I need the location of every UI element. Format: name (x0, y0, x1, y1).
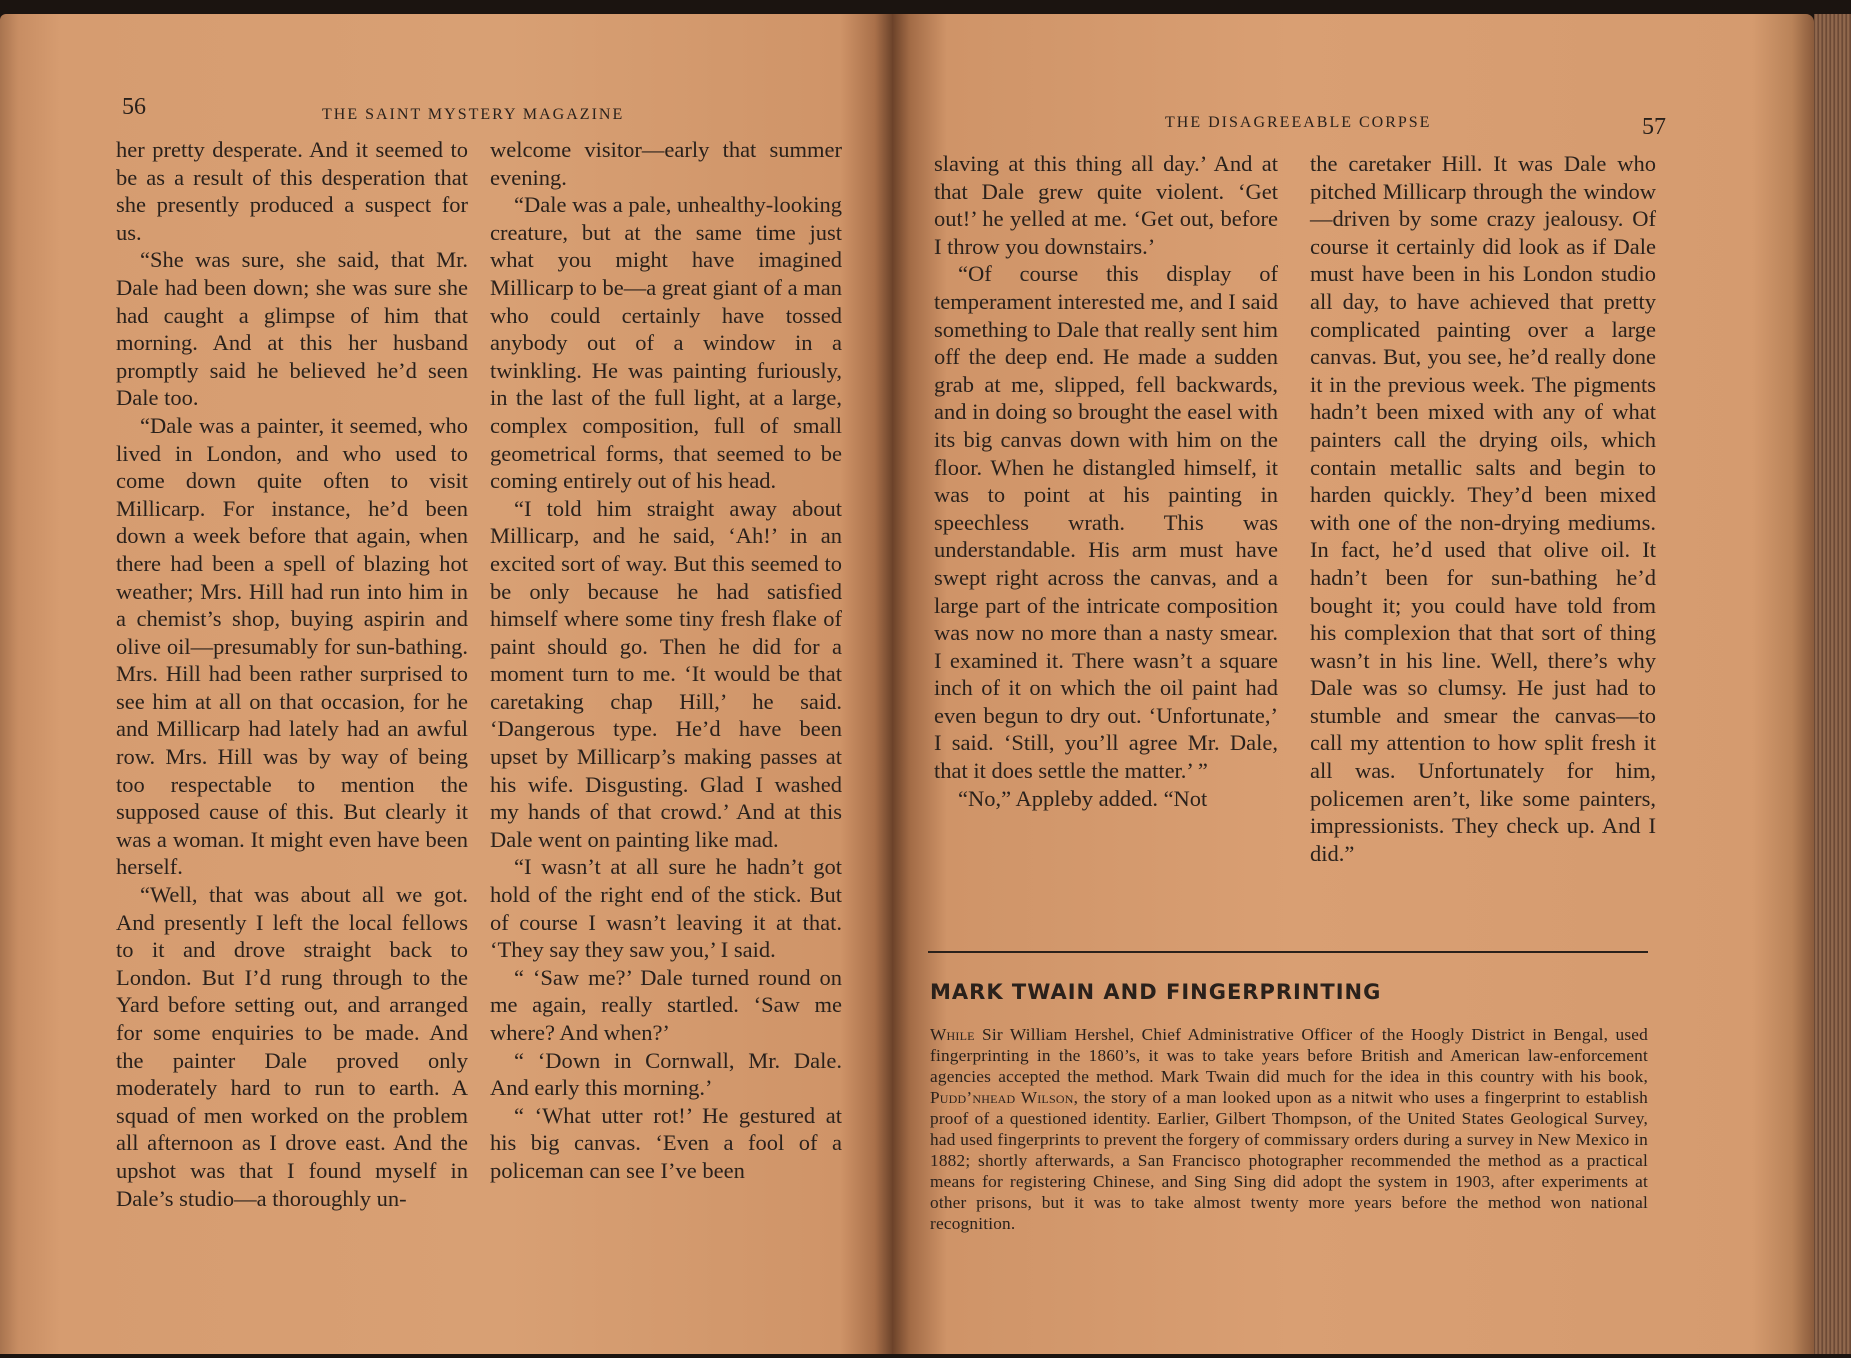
running-head-right: THE DISAGREEABLE CORPSE (1165, 114, 1432, 131)
paragraph: “ ‘Saw me?’ Dale turned round on me again, really startled. ‘Saw me where? And when?’ (490, 964, 842, 1045)
page-number-left: 56 (122, 94, 146, 120)
paragraph: “Well, that was about all we got. And presently I left the local fellows to it and drove straight back to London. But I’d rung through to the Yard before setting out, and arranged for some enquiries to be made. And the painter Dale proved only moderately hard to run to earth. A squad of men worked on the problem all afternoon as I drove east. And the upshot was that I found myself in Dale’s studio—a thoroughly un- (116, 882, 468, 1211)
page-number-right: 57 (1642, 114, 1666, 140)
left-page (0, 14, 892, 1354)
right-page (892, 14, 1814, 1354)
sidebar-rule (928, 951, 1648, 953)
paragraph: welcome visitor—early that summer evening. (490, 137, 842, 190)
running-head-left: THE SAINT MYSTERY MAGAZINE (322, 106, 625, 123)
paragraph: her pretty desperate. And it seemed to be as a result of this desperation that she presently produced a suspect for us. (116, 137, 468, 245)
paragraph: “I told him straight away about Millicarp, and he said, ‘Ah!’ in an excited sort of way. But this seemed to be only because he had satisfied himself where some tiny fresh flake of paint should go. Then he did for a moment turn to me. ‘It would be that caretaking chap Hill,’ he said. ‘Dangerous type. He’d have been upset by Millicarp’s making passes at his wife. Disgusting. Glad I washed my hands of that crowd.’ And at this Dale went on painting like mad. (490, 495, 842, 852)
paragraph: “Dale was a painter, it seemed, who lived in London, and who used to come down quite often to visit Millicarp. For instance, he’d been down a week before that again, when there had been a spell of blazing hot weather; Mrs. Hill had run into him in a chemist’s shop, buying aspirin and olive oil—presumably for sun-bathing. Mrs. Hill had been rather surprised to see him at all on that occasion, for he and Millicarp had lately had an awful row. Mrs. Hill was by way of being too respectable to mention the supposed cause of this. But clearly it was a woman. It might even have been herself. (116, 412, 468, 880)
right-column-1 (934, 150, 1278, 812)
sidebar-text-1: Sir William Hershel, Chief Administrative Officer of the Hoogly District in Bengal, used fingerprinting in the 1860’s, it was to take years before British and American law-enforcement agencies accepted the method. Mark Twain did much for the idea in this country with his book, (930, 1025, 1648, 1086)
paragraph: “Of course this display of temperament interested me, and I said something to Dale that really sent him off the deep end. He made a sudden grab at me, slipped, fell backwards, and in doing so brought the easel with its big canvas down with him on the floor. When he distangled himself, it was to point at his painting in speechless wrath. This was understandable. His arm must have swept right across the canvas, and a large part of the intricate composition was now no more than a nasty smear. I examined it. There wasn’t a square inch of it on which the oil paint had even begun to dry out. ‘Unfortunate,’ I said. ‘Still, you’ll agree Mr. Dale, that it does settle the matter.’ ” (934, 261, 1278, 784)
paragraph: “I wasn’t at all sure he hadn’t got hold of the right end of the stick. But of course I wasn’t leaving it at that. ‘They say they saw you,’ I said. (490, 854, 842, 963)
sidebar-body (930, 1024, 1648, 1234)
paragraph: “ ‘What utter rot!’ He gestured at his big canvas. ‘Even a fool of a policeman can see I’ve been (490, 1102, 842, 1183)
paragraph: “Dale was a pale, unhealthy-looking creature, but at the same time just what you might have imagined Millicarp to be—a great giant of a man who could certainly have tossed anybody out of a window in a twinkling. He was painting furiously, in the last of the full light, at a large, complex composition, full of small geometrical forms, that seemed to be coming entirely out of his head. (490, 192, 843, 494)
left-column-1 (116, 136, 468, 1212)
sidebar-text-2: , the story of a man looked upon as a nitwit who uses a fingerprint to establish proof of a questioned identity. Earlier, Gilbert Thompson, of the United States Geological Survey, had used fingerprints to prevent the forgery of commissary orders during a survey in New Mexico in 1882; shortly afterwards, a San Francisco photographer recommended the method as a practical means for registering Chinese, and Sing Sing did adopt the system in 1903, after experiments at other prisons, but it was to take almost twenty more years before the method won national recognition. (930, 1088, 1648, 1233)
paragraph: slaving at this thing all day.’ And at that Dale grew quite violent. ‘Get out!’ he yelled at me. ‘Get out, before I throw you downstairs.’ (934, 151, 1278, 259)
paragraph: “ ‘Down in Cornwall, Mr. Dale. And early this morning.’ (490, 1047, 842, 1101)
sidebar-title: MARK TWAIN AND FINGERPRINTING (930, 980, 1382, 1004)
sidebar-book-title: Pudd’nhead Wilson (930, 1088, 1074, 1107)
paragraph: “No,” Appleby added. “Not (958, 785, 1208, 811)
sidebar-lead: While (930, 1025, 975, 1044)
page-edges (1814, 14, 1851, 1354)
paragraph: “She was sure, she said, that Mr. Dale had been down; she was sure she had caught a glimpse of him that morning. And at this her husband promptly said he believed he’d seen Dale too. (116, 247, 468, 411)
right-column-2 (1310, 150, 1656, 867)
paragraph: the caretaker Hill. It was Dale who pitched Millicarp through the window—driven by some crazy jealousy. Of course it certainly did look as if Dale must have been in his London studio all day, to have achieved that pretty complicated painting over a large canvas. But, you see, he’d really done it in the previous week. The pigments hadn’t been mixed with any of what painters call the drying oils, which contain metallic salts and begin to harden quickly. They’d been mixed with one of the non-drying mediums. In fact, he’d used that olive oil. It hadn’t been for sun-bathing he’d bought it; you could have told from his complexion that that sort of thing wasn’t in his line. Well, there’s why Dale was so clumsy. He just had to stumble and smear the canvas—to call my attention to how split fresh it all was. Unfortunately for him, policemen aren’t, like some painters, impressionists. They check up. And I did.” (1310, 151, 1656, 866)
left-column-2 (490, 136, 842, 1185)
